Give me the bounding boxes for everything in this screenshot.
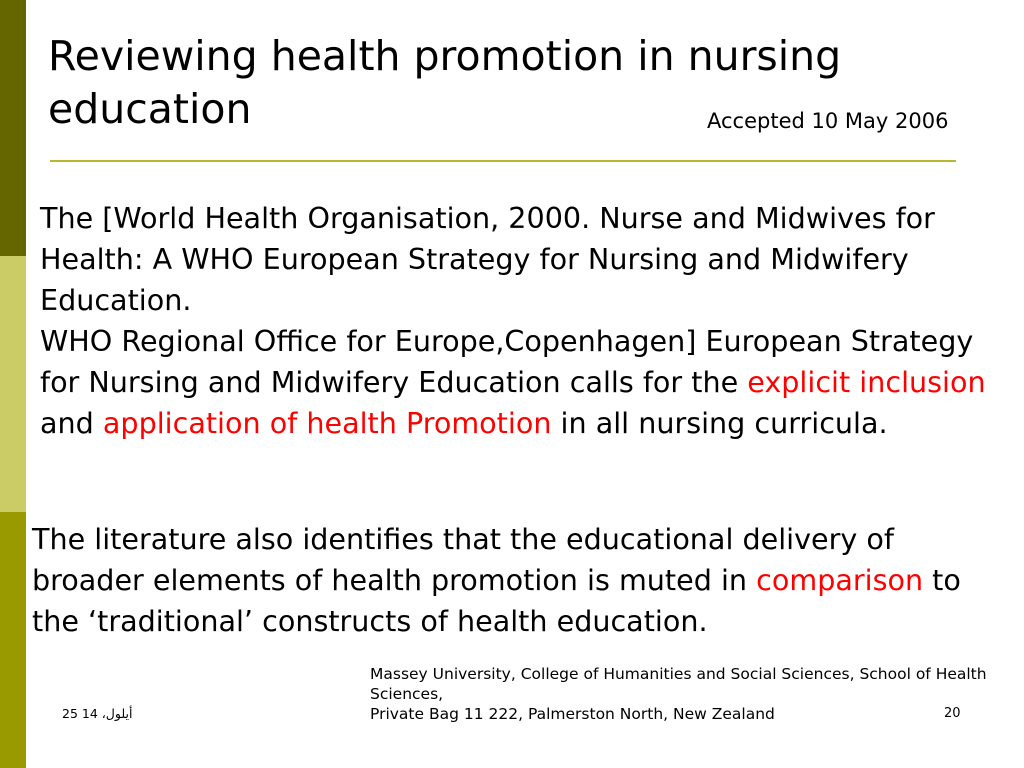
side-bar-mid [0,512,26,768]
paragraph-literature [32,519,982,642]
address-line1: Massey University, College of Humanities and Social Sciences, School of Health Sciences, [370,665,987,703]
highlight-application-health-promotion: application of health Promotion [102,406,552,440]
paragraph1-line1: The [World Health Organisation, 2000. Nurse and Midwives for Health: A WHO European Strategy for Nursing and Midwifery Education. [40,201,935,317]
address-line2: Private Bag 11 222, Palmerston North, New Zealand [370,705,775,723]
slide-title: Reviewing health promotion in nursing education [48,32,842,133]
highlight-explicit-inclusion: explicit inclusion [747,365,986,399]
side-bar-dark [0,0,26,256]
paragraph1-end: in all nursing curricula. [551,406,888,440]
paragraph-who-strategy [40,198,1015,444]
paragraph1-mid: and [40,406,103,440]
paragraph2-before: The literature also identifies that the educational delivery of broader elements of health promotion is muted in [32,522,894,597]
title-divider [50,160,956,162]
accepted-date: Accepted 10 May 2006 [707,109,949,133]
paragraph2-after: to the ‘traditional’ constructs of health education. [32,563,961,638]
paragraph1-line2: WHO Regional Office for Europe,Copenhagen] European Strategy for Nursing and Midwifery Education calls for the [40,324,974,399]
highlight-comparison: comparison [756,563,924,597]
footer-date: 25 أيلول، 14 [62,706,133,721]
side-bar-light [0,256,26,512]
page-number: 20 [944,706,961,721]
author-address [370,664,1010,724]
